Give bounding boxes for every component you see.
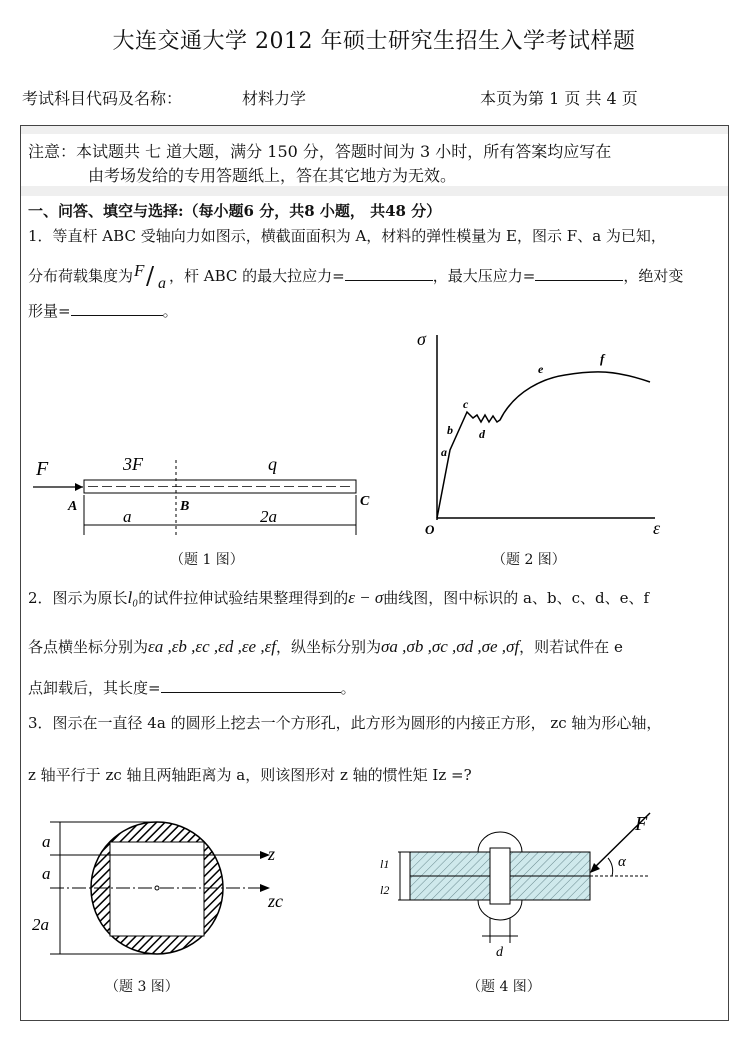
answer-blank[interactable]	[535, 266, 623, 281]
notice-line2: 由考场发给的专用答题纸上，答在其它地方为无效。	[88, 166, 457, 185]
text: ，绝对变	[623, 267, 684, 285]
text: ，最大压应力=	[432, 267, 536, 285]
label-eps: ε	[653, 518, 661, 538]
text: 曲线图，图中标识的 a、b、c、d、e、f	[383, 589, 650, 607]
band	[21, 186, 728, 196]
q2-line1	[28, 587, 649, 608]
rivet-shank	[490, 848, 510, 904]
label-2a: 2a	[32, 915, 49, 934]
band	[21, 126, 728, 134]
figure-1-caption: （题 1 图）	[170, 552, 244, 568]
frac-num: F	[134, 261, 145, 280]
eps-list: εa ,εb ,εc ,εd ,εe ,εf	[148, 637, 277, 656]
label-f: f	[600, 351, 605, 366]
label-alpha: α	[618, 854, 626, 870]
label-c: c	[463, 397, 469, 411]
label-l2: l2	[380, 883, 390, 897]
label-3F: 3F	[123, 454, 143, 474]
page-title: 大连交通大学 2012 年硕士研究生招生入学考试样题	[112, 29, 636, 54]
label-zc: zc	[268, 891, 283, 911]
q1-line3	[28, 300, 178, 321]
figure-2-stress-strain	[405, 320, 685, 545]
label-O: O	[425, 522, 435, 537]
q1-line1: 1．等直杆 ABC 受轴向力如图示，横截面面积为 A，材料的弹性模量为 E，图示 F、a 为已知，	[28, 227, 666, 245]
curve	[437, 372, 650, 518]
label-F: F	[36, 458, 49, 480]
text: 的试件拉伸试验结果整理得到的	[138, 589, 349, 607]
label-F: F	[635, 813, 648, 835]
label-q: q	[268, 454, 277, 474]
answer-blank[interactable]	[71, 301, 163, 316]
label-B: B	[180, 499, 190, 514]
label-d: d	[496, 945, 503, 960]
text: 点卸载后，其长度=	[28, 679, 161, 697]
label-e: e	[538, 362, 544, 376]
q1-line2	[28, 262, 683, 292]
label-d: d	[479, 427, 485, 441]
text: 。	[162, 302, 178, 320]
figure-4-caption: （题 4 图）	[467, 979, 541, 995]
figure-3-caption: （题 3 图）	[105, 979, 179, 995]
symbol-l0: l₀	[127, 588, 139, 607]
figure-3-section	[30, 812, 300, 972]
text: 。	[340, 679, 356, 697]
subject-label: 考试科目代码及名称：	[22, 89, 183, 108]
label-b: b	[447, 423, 453, 437]
frac-slash: /	[146, 262, 155, 290]
arrow-head	[75, 483, 83, 491]
label-C: C	[360, 494, 370, 509]
label-a: a	[42, 832, 51, 851]
figure-4-rivet	[370, 808, 670, 968]
q2-line2	[28, 636, 623, 657]
page-info: 本页为第 1 页 共 4 页	[480, 89, 638, 108]
fraction	[133, 262, 169, 292]
q2-line3	[28, 677, 356, 698]
text: 各点横坐标分别为	[28, 638, 149, 656]
figure-1-bar	[28, 440, 388, 550]
symbol-curve: ε − σ	[348, 588, 384, 607]
frac-den: a	[158, 275, 167, 292]
text: ，杆 ABC 的最大拉应力=	[169, 267, 345, 285]
sigma-list: σa ,σb ,σc ,σd ,σe ,σf	[381, 637, 520, 656]
text: ，纵坐标分别为	[276, 638, 382, 656]
label-A: A	[68, 499, 78, 514]
section-heading: 一、问答、填空与选择:（每小题6 分，共8 小题， 共48 分）	[28, 202, 442, 220]
angle-arc	[608, 858, 613, 876]
answer-blank[interactable]	[345, 266, 433, 281]
notice-line1: 注意：本试题共 七 道大题，满分 150 分，答题时间为 3 小时，所有答案均应写在	[28, 142, 612, 161]
label-sigma: σ	[417, 329, 426, 349]
answer-blank[interactable]	[161, 678, 341, 693]
label-l1: l1	[380, 857, 390, 871]
label-a: a	[42, 864, 51, 883]
label-z: z	[268, 844, 276, 864]
label-2a: 2a	[260, 507, 277, 526]
subject-name: 材料力学	[242, 89, 307, 108]
text: 形量=	[28, 302, 71, 320]
label-a: a	[123, 507, 132, 526]
label-a: a	[441, 445, 447, 459]
text: ，则若试件在 e	[519, 638, 623, 656]
text: 2．图示为原长	[28, 589, 128, 607]
text: 分布荷载集度为	[28, 267, 134, 285]
figure-2-caption: （题 2 图）	[492, 552, 566, 568]
q3-line1: 3．图示在一直径 4a 的圆形上挖去一个方形孔，此方形为圆形的内接正方形， zc 轴为形心轴，	[28, 714, 662, 732]
centroid	[155, 886, 159, 890]
q3-line2: z 轴平行于 zc 轴且两轴距离为 a，则该图形对 z 轴的惯性矩 Iz =?	[28, 766, 472, 784]
